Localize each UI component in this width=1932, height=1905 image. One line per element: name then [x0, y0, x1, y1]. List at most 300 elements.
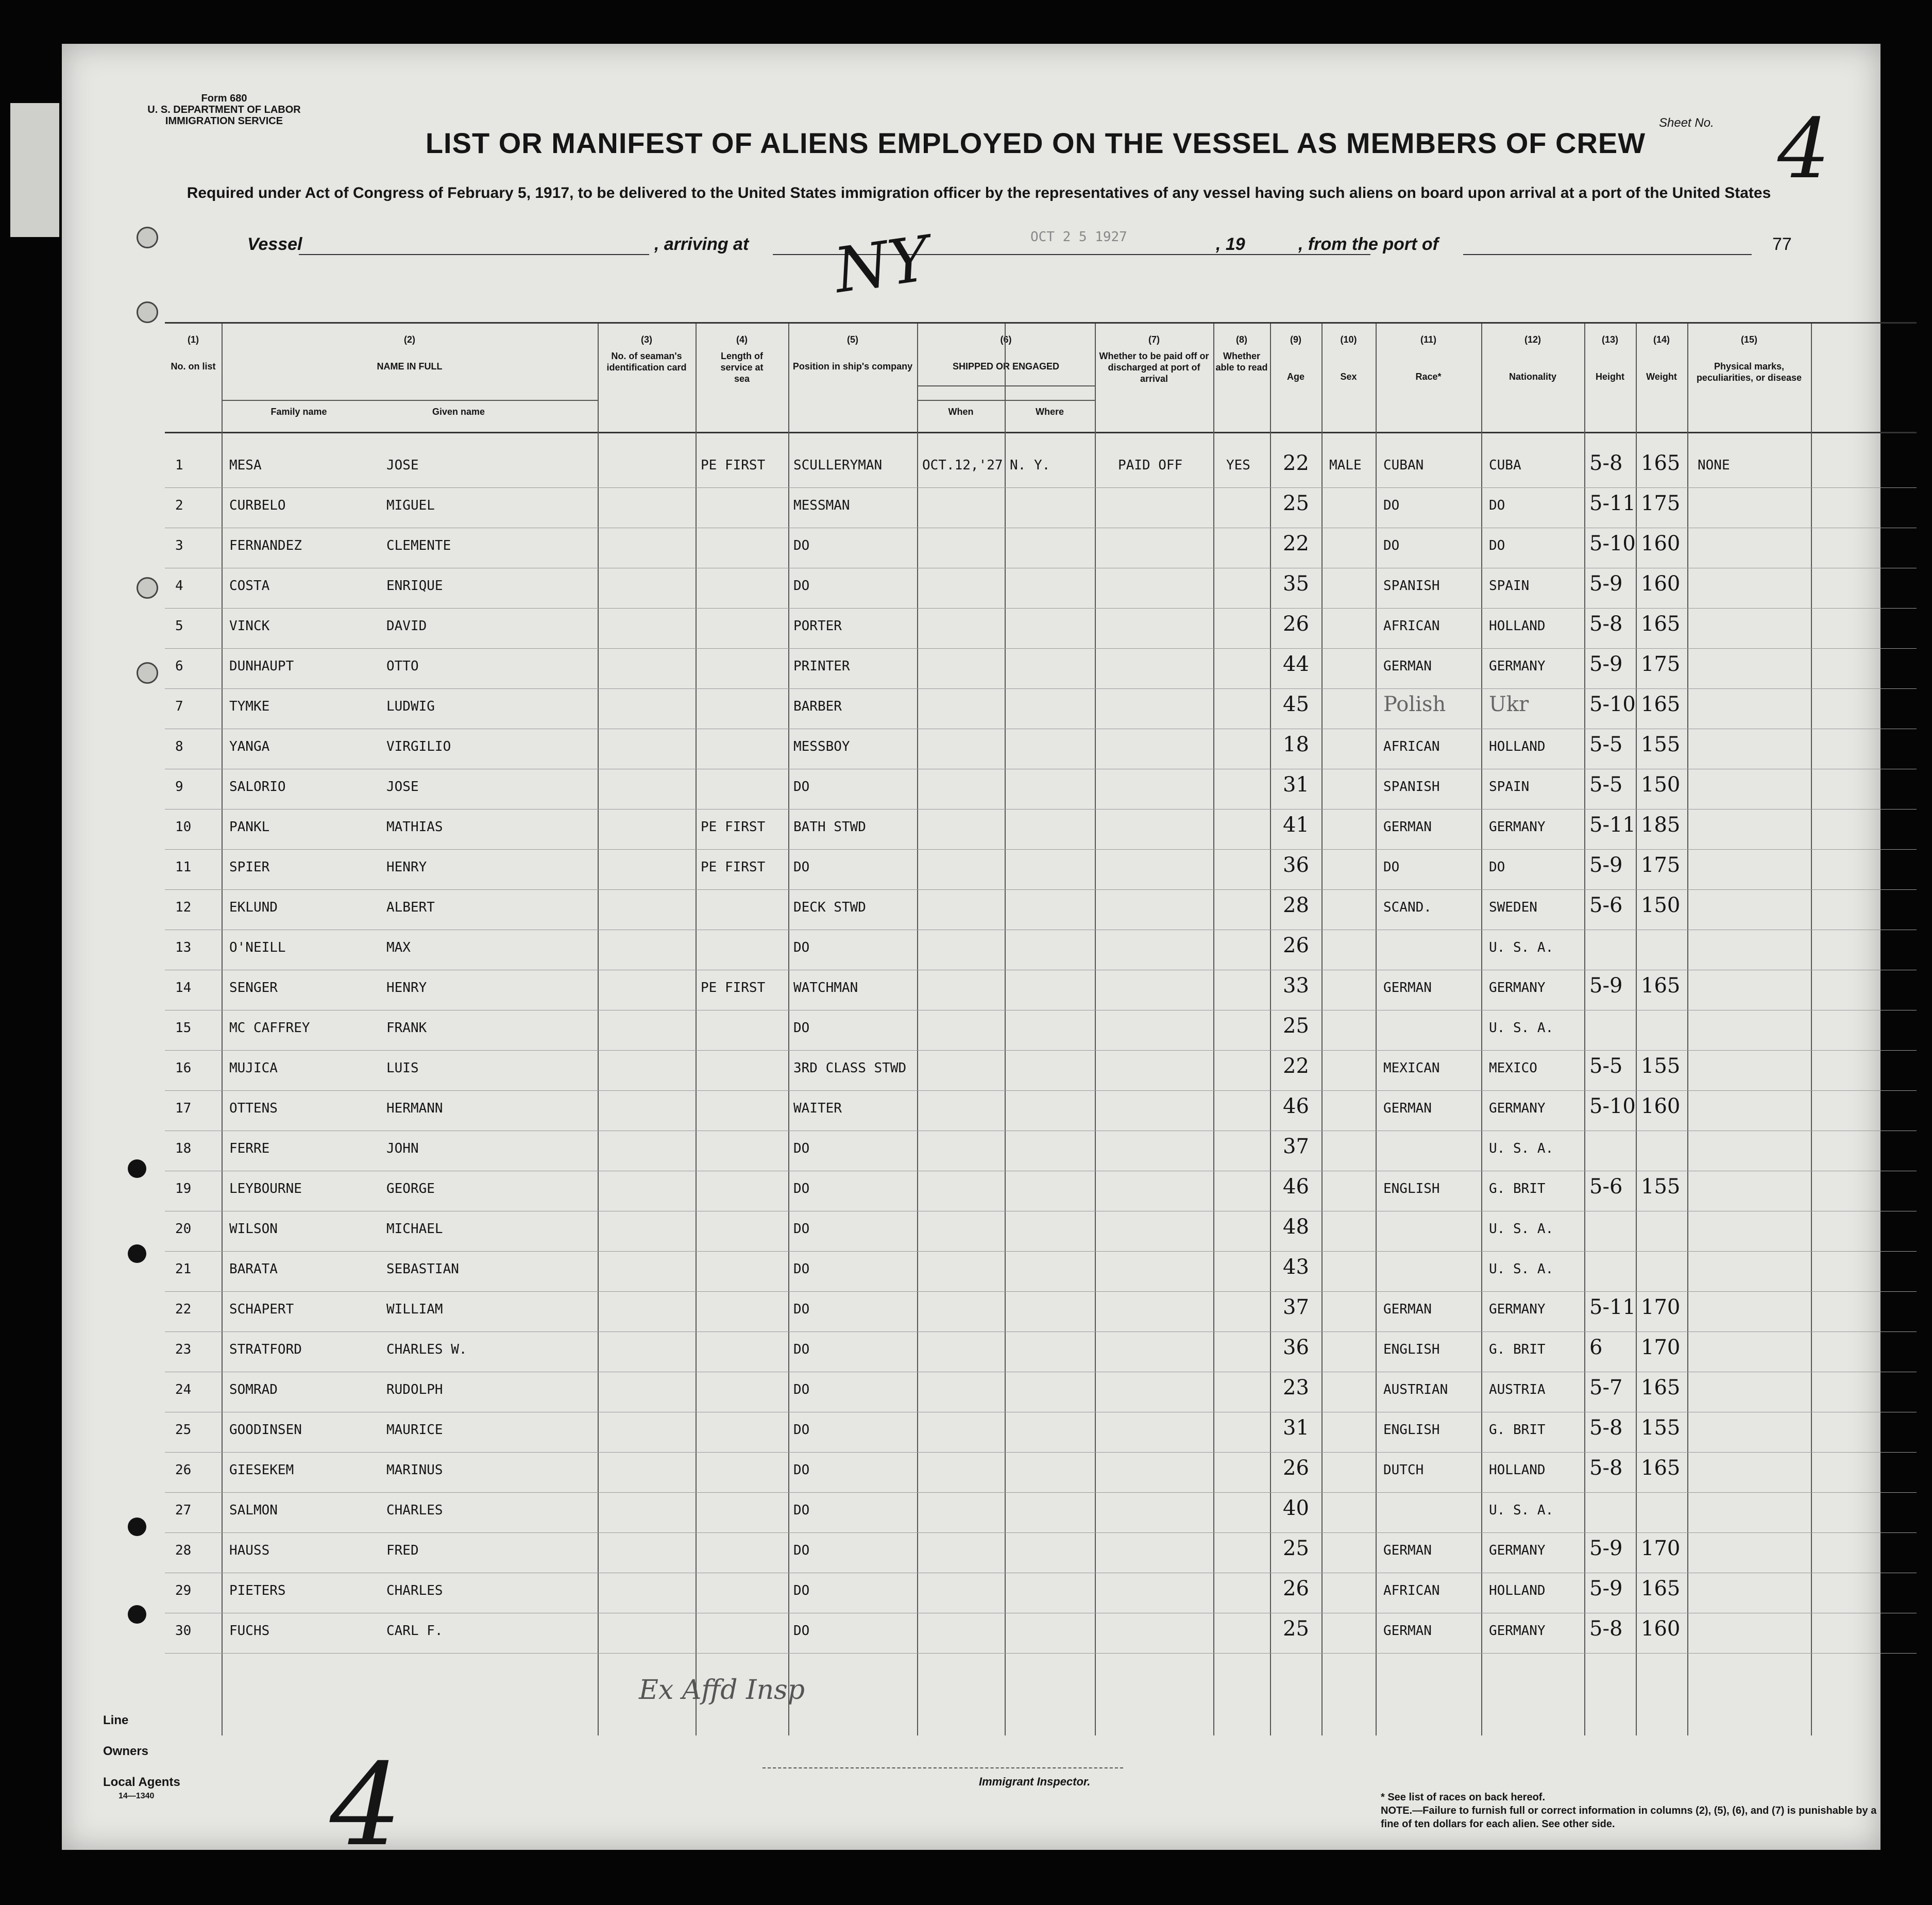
cell-weight: 165 [1641, 612, 1681, 636]
department: U. S. DEPARTMENT OF LABOR [147, 104, 301, 115]
cell-family: SPIER [229, 859, 270, 875]
cell-nationality: GERMANY [1489, 819, 1546, 835]
cell-family: PANKL [229, 819, 270, 835]
table-row [165, 1412, 1917, 1453]
cell-given: FRED [386, 1543, 419, 1558]
cell-weight: 150 [1641, 894, 1681, 917]
cell-no: 25 [175, 1422, 192, 1438]
cell-given: HENRY [386, 859, 427, 875]
cell-position: SCULLERYMAN [793, 458, 883, 473]
cell-nationality: G. BRIT [1489, 1422, 1546, 1438]
table-row [165, 889, 1917, 930]
cell-no: 19 [175, 1181, 192, 1196]
cell-no: 18 [175, 1141, 192, 1156]
cell-position: DO [793, 1261, 810, 1277]
cell-service: PE FIRST [701, 859, 766, 875]
cell-age: 26 [1283, 1456, 1309, 1480]
cell-position: BARBER [793, 699, 842, 714]
header-c12: (12) Nationality [1509, 334, 1556, 382]
cell-nationality: HOLLAND [1489, 1583, 1546, 1598]
cell-no: 29 [175, 1583, 192, 1598]
cell-position: DO [793, 1181, 810, 1196]
cell-nationality: SPAIN [1489, 779, 1530, 795]
cell-given: HENRY [386, 980, 427, 996]
cell-given: MIGUEL [386, 498, 435, 513]
cell-race: GERMAN [1383, 1543, 1432, 1558]
handwritten-sheet-number: 4 [330, 1739, 402, 1871]
cell-position: DO [793, 1583, 810, 1598]
cell-height: 5-5 [1589, 733, 1623, 756]
service: IMMIGRATION SERVICE [165, 115, 283, 127]
cell-given: CHARLES [386, 1583, 443, 1598]
cell-age: 45 [1283, 693, 1309, 716]
cell-weight: 165 [1641, 1376, 1681, 1400]
cell-no: 3 [175, 538, 183, 553]
cell-family: MUJICA [229, 1060, 278, 1076]
year-field [1257, 234, 1288, 255]
punch-hole [128, 1159, 146, 1178]
cell-nationality: U. S. A. [1489, 1141, 1554, 1156]
cell-age: 43 [1283, 1255, 1309, 1279]
cell-race: ENGLISH [1383, 1181, 1440, 1196]
cell-family: MC CAFFREY [229, 1020, 310, 1036]
cell-no: 21 [175, 1261, 192, 1277]
pencil-note: Ex Affd Insp [639, 1675, 805, 1706]
cell-nationality: G. BRIT [1489, 1181, 1546, 1196]
cell-position: DO [793, 1302, 810, 1317]
cell-given: SEBASTIAN [386, 1261, 459, 1277]
footer-owners-label: Owners [103, 1744, 149, 1758]
cell-weight: 150 [1641, 773, 1681, 797]
header-c3: (3) No. of seaman's identification card [606, 334, 687, 373]
cell-weight: 175 [1641, 853, 1681, 877]
punch-hole [137, 662, 158, 684]
cell-position: DO [793, 1503, 810, 1518]
cell-race: GERMAN [1383, 1302, 1432, 1317]
cell-weight: 175 [1641, 652, 1681, 676]
cell-weight: 170 [1641, 1537, 1681, 1560]
cell-paid: PAID OFF [1118, 458, 1183, 473]
cell-race: DO [1383, 538, 1400, 553]
cell-marks: NONE [1698, 458, 1730, 473]
table-row [165, 1050, 1917, 1091]
cell-no: 2 [175, 498, 183, 513]
table-row [165, 1331, 1917, 1372]
cell-age: 25 [1283, 492, 1309, 515]
cell-age: 25 [1283, 1014, 1309, 1038]
year-label: , 19 [1216, 234, 1245, 254]
cell-family: SALMON [229, 1503, 278, 1518]
cell-height: 5-10 [1589, 532, 1636, 555]
vessel-field [299, 234, 649, 255]
cell-no: 11 [175, 859, 192, 875]
cell-family: EKLUND [229, 900, 278, 915]
cell-family: CURBELO [229, 498, 286, 513]
cell-nationality: U. S. A. [1489, 1503, 1554, 1518]
cell-height: 5-8 [1589, 1416, 1623, 1440]
cell-age: 25 [1283, 1537, 1309, 1560]
table-row [165, 970, 1917, 1010]
underlying-page-edge [10, 103, 59, 237]
table-row [165, 648, 1917, 689]
cell-race: GERMAN [1383, 1101, 1432, 1116]
arriving-port-handwritten: NY [830, 223, 934, 308]
table-row [165, 1573, 1917, 1613]
cell-age: 22 [1283, 532, 1309, 555]
cell-race: CUBAN [1383, 458, 1424, 473]
cell-race: AFRICAN [1383, 739, 1440, 754]
cell-race: AFRICAN [1383, 1583, 1440, 1598]
cell-given: MATHIAS [386, 819, 443, 835]
cell-no: 9 [175, 779, 183, 795]
cell-nationality: DO [1489, 498, 1505, 513]
cell-height: 5-8 [1589, 1617, 1623, 1641]
cell-family: PIETERS [229, 1583, 286, 1598]
table-row [165, 1251, 1917, 1292]
cell-position: DO [793, 1141, 810, 1156]
cell-weight: 170 [1641, 1295, 1681, 1319]
cell-family: LEYBOURNE [229, 1181, 302, 1196]
cell-height: 5-8 [1589, 612, 1623, 636]
footnotes [1381, 1791, 1896, 1831]
cell-nationality: HOLLAND [1489, 618, 1546, 634]
cell-position: DO [793, 1020, 810, 1036]
cell-family: VINCK [229, 618, 270, 634]
table-row [165, 568, 1917, 609]
footer-agents-label: Local Agents [103, 1775, 180, 1789]
cell-nationality: DO [1489, 538, 1505, 553]
punch-hole [128, 1244, 146, 1263]
cell-given: WILLIAM [386, 1302, 443, 1317]
cell-height: 5-10 [1589, 693, 1636, 716]
table-row [165, 1492, 1917, 1533]
cell-service: PE FIRST [701, 980, 766, 996]
cell-position: DO [793, 1422, 810, 1438]
cell-position: DO [793, 1342, 810, 1357]
cell-no: 22 [175, 1302, 192, 1317]
cell-position: MESSMAN [793, 498, 850, 513]
cell-weight: 155 [1641, 1054, 1681, 1078]
cell-family: MESA [229, 458, 262, 473]
cell-race: GERMAN [1383, 980, 1432, 996]
cell-given: MICHAEL [386, 1221, 443, 1237]
header-c6: (6) SHIPPED OR ENGAGED [952, 334, 1060, 372]
cell-age: 26 [1283, 612, 1309, 636]
cell-nationality: GERMANY [1489, 1543, 1546, 1558]
header-c9: (9) Age [1286, 334, 1304, 382]
cell-position: 3RD CLASS STWD [793, 1060, 907, 1076]
cell-nationality: HOLLAND [1489, 739, 1546, 754]
sheet-label: Sheet No. [1659, 116, 1714, 130]
cell-service: PE FIRST [701, 458, 766, 473]
cell-family: HAUSS [229, 1543, 270, 1558]
header-c5: (5) Position in ship's company [792, 334, 913, 372]
cell-family: SCHAPERT [229, 1302, 294, 1317]
cell-no: 14 [175, 980, 192, 996]
cell-weight: 160 [1641, 1094, 1681, 1118]
cell-nationality: GERMANY [1489, 1101, 1546, 1116]
header-c2: (2) NAME IN FULL [377, 334, 443, 372]
cell-position: DO [793, 538, 810, 553]
cell-family: YANGA [229, 739, 270, 754]
cell-no: 28 [175, 1543, 192, 1558]
cell-when: OCT.12,'27 [922, 458, 1003, 473]
punch-hole [128, 1518, 146, 1536]
page-ref: 77 [1772, 234, 1792, 254]
cell-age: 40 [1283, 1496, 1309, 1520]
sheet-number: 4 [1777, 100, 1830, 197]
cell-height: 5-9 [1589, 1537, 1623, 1560]
table-row [165, 1452, 1917, 1493]
cell-nationality: MEXICO [1489, 1060, 1537, 1076]
header-c7: (7) Whether to be paid off or discharged at port of arrival [1099, 334, 1209, 384]
cell-family: O'NEILL [229, 940, 286, 955]
header-given: Given name [432, 407, 485, 417]
subtitle: Required under Act of Congress of February 5, 1917, to be delivered to the United States immigration officer by the representatives of any vessel having such aliens on board upon arrival at a port of the United States [187, 184, 1771, 201]
cell-height: 5-6 [1589, 894, 1623, 917]
table-row [165, 1372, 1917, 1412]
cell-height: 5-9 [1589, 853, 1623, 877]
header-when: When [948, 407, 974, 417]
cell-age: 44 [1283, 652, 1309, 676]
cell-no: 7 [175, 699, 183, 714]
table-row [165, 608, 1917, 649]
table-row [165, 1090, 1917, 1131]
from-label: , from the port of [1298, 234, 1438, 254]
table-row [165, 729, 1917, 769]
table-row [165, 1291, 1917, 1332]
cell-no: 15 [175, 1020, 192, 1036]
cell-age: 48 [1283, 1215, 1309, 1239]
arriving-label: , arriving at [654, 234, 749, 254]
cell-given: CHARLES [386, 1503, 443, 1518]
cell-position: MESSBOY [793, 739, 850, 754]
cell-nationality: G. BRIT [1489, 1342, 1546, 1357]
header-c13: (13) Height [1596, 334, 1624, 382]
cell-nationality: U. S. A. [1489, 940, 1554, 955]
cell-nationality: Ukr [1489, 693, 1529, 716]
cell-age: 28 [1283, 894, 1309, 917]
cell-family: FERNANDEZ [229, 538, 302, 553]
cell-nationality: GERMANY [1489, 659, 1546, 674]
cell-position: DO [793, 578, 810, 594]
cell-nationality: AUSTRIA [1489, 1382, 1546, 1397]
table-row [165, 849, 1917, 890]
cell-position: PORTER [793, 618, 842, 634]
header-c1: (1) No. on list [171, 334, 216, 372]
cell-given: ENRIQUE [386, 578, 443, 594]
table-row [165, 809, 1917, 850]
cell-nationality: GERMANY [1489, 1623, 1546, 1639]
cell-no: 16 [175, 1060, 192, 1076]
cell-height: 5-9 [1589, 1577, 1623, 1600]
cell-no: 24 [175, 1382, 192, 1397]
cell-no: 23 [175, 1342, 192, 1357]
cell-given: JOSE [386, 458, 419, 473]
cell-given: MAX [386, 940, 411, 955]
cell-race: MEXICAN [1383, 1060, 1440, 1076]
table-row [165, 1010, 1917, 1051]
header-c10: (10) Sex [1340, 334, 1357, 382]
cell-no: 17 [175, 1101, 192, 1116]
cell-age: 36 [1283, 853, 1309, 877]
cell-no: 10 [175, 819, 192, 835]
cell-position: DO [793, 859, 810, 875]
cell-no: 27 [175, 1503, 192, 1518]
cell-nationality: CUBA [1489, 458, 1521, 473]
cell-nationality: U. S. A. [1489, 1020, 1554, 1036]
cell-position: DO [793, 1382, 810, 1397]
cell-weight: 155 [1641, 1175, 1681, 1199]
cell-nationality: U. S. A. [1489, 1261, 1554, 1277]
cell-age: 25 [1283, 1617, 1309, 1641]
crew-table [165, 322, 1917, 1641]
cell-age: 22 [1283, 451, 1309, 475]
cell-where: N. Y. [1010, 458, 1050, 473]
cell-height: 5-5 [1589, 1054, 1623, 1078]
cell-position: DECK STWD [793, 900, 866, 915]
header-c4: (4) Length of service at sea [720, 334, 764, 384]
cell-position: BATH STWD [793, 819, 866, 835]
cell-nationality: U. S. A. [1489, 1221, 1554, 1237]
table-row [165, 688, 1917, 729]
table-row [165, 769, 1917, 810]
header-family: Family name [270, 407, 327, 417]
cell-height: 5-7 [1589, 1376, 1623, 1400]
cell-age: 36 [1283, 1336, 1309, 1359]
cell-age: 26 [1283, 934, 1309, 957]
cell-family: FERRE [229, 1141, 270, 1156]
footnote-penalty: NOTE.—Failure to furnish full or correct information in columns (2), (5), (6), and (7) is punishable by a fine of ten dollars for each alien. See other side. [1381, 1805, 1877, 1830]
cell-height: 5-10 [1589, 1094, 1636, 1118]
cell-age: 33 [1283, 974, 1309, 998]
table-row [165, 930, 1917, 970]
cell-weight: 155 [1641, 1416, 1681, 1440]
cell-age: 23 [1283, 1376, 1309, 1400]
cell-given: ALBERT [386, 900, 435, 915]
cell-nationality: GERMANY [1489, 980, 1546, 996]
cell-height: 5-8 [1589, 1456, 1623, 1480]
cell-race: SPANISH [1383, 779, 1440, 795]
cell-position: DO [793, 1543, 810, 1558]
table-row [165, 1613, 1917, 1654]
cell-position: PRINTER [793, 659, 850, 674]
cell-family: DUNHAUPT [229, 659, 294, 674]
footer-line-label: Line [103, 1713, 129, 1727]
cell-race: Polish [1383, 693, 1446, 716]
cell-nationality: SPAIN [1489, 578, 1530, 594]
cell-age: 37 [1283, 1135, 1309, 1158]
cell-given: VIRGILIO [386, 739, 451, 754]
cell-height: 5-9 [1589, 974, 1623, 998]
cell-age: 26 [1283, 1577, 1309, 1600]
cell-no: 6 [175, 659, 183, 674]
cell-age: 18 [1283, 733, 1309, 756]
cell-no: 4 [175, 578, 183, 594]
cell-position: DO [793, 1221, 810, 1237]
cell-weight: 155 [1641, 733, 1681, 756]
date-stamp: OCT 2 5 1927 [1030, 229, 1127, 245]
cell-given: LUIS [386, 1060, 419, 1076]
table-row [165, 487, 1917, 528]
cell-nationality: SWEDEN [1489, 900, 1537, 915]
cell-nationality: DO [1489, 859, 1505, 875]
cell-given: RUDOLPH [386, 1382, 443, 1397]
cell-no: 12 [175, 900, 192, 915]
inspector-signature-line [762, 1767, 1123, 1768]
page-title: LIST OR MANIFEST OF ALIENS EMPLOYED ON THE VESSEL AS MEMBERS OF CREW [425, 127, 1646, 159]
cell-family: BARATA [229, 1261, 278, 1277]
cell-nationality: GERMANY [1489, 1302, 1546, 1317]
cell-family: GIESEKEM [229, 1462, 294, 1478]
cell-given: DAVID [386, 618, 427, 634]
cell-age: 46 [1283, 1094, 1309, 1118]
cell-position: DO [793, 940, 810, 955]
cell-given: HERMANN [386, 1101, 443, 1116]
cell-given: FRANK [386, 1020, 427, 1036]
cell-weight: 160 [1641, 532, 1681, 555]
cell-weight: 165 [1641, 1577, 1681, 1600]
header-where: Where [1035, 407, 1064, 417]
cell-race: AUSTRIAN [1383, 1382, 1448, 1397]
footnote-races: * See list of races on back hereof. [1381, 1792, 1546, 1803]
cell-weight: 160 [1641, 572, 1681, 596]
cell-race: SPANISH [1383, 578, 1440, 594]
cell-age: 41 [1283, 813, 1309, 837]
cell-family: COSTA [229, 578, 270, 594]
cell-no: 30 [175, 1623, 192, 1639]
cell-race: ENGLISH [1383, 1422, 1440, 1438]
cell-family: SENGER [229, 980, 278, 996]
cell-no: 20 [175, 1221, 192, 1237]
cell-given: MAURICE [386, 1422, 443, 1438]
cell-position: WATCHMAN [793, 980, 858, 996]
vessel-label: Vessel [247, 234, 302, 254]
cell-age: 22 [1283, 1054, 1309, 1078]
cell-height: 5-11 [1589, 813, 1636, 837]
punch-hole [128, 1605, 146, 1624]
footer-agents-code: 14—1340 [118, 1792, 155, 1800]
header-c8: (8) Whether able to read [1215, 334, 1268, 373]
cell-position: WAITER [793, 1101, 842, 1116]
cell-height: 5-8 [1589, 451, 1623, 475]
cell-weight: 170 [1641, 1336, 1681, 1359]
form-number: Form 680 [201, 93, 247, 104]
cell-height: 5-11 [1589, 1295, 1636, 1319]
table-row [165, 1171, 1917, 1211]
table-row [165, 447, 1917, 488]
cell-given: CLEMENTE [386, 538, 451, 553]
cell-age: 31 [1283, 773, 1309, 797]
cell-no: 8 [175, 739, 183, 754]
cell-weight: 175 [1641, 492, 1681, 515]
header-c14: (14) Weight [1646, 334, 1677, 382]
cell-read: YES [1226, 458, 1250, 473]
cell-position: DO [793, 1623, 810, 1639]
cell-given: CHARLES W. [386, 1342, 467, 1357]
punch-hole [137, 301, 158, 323]
cell-given: GEORGE [386, 1181, 435, 1196]
inspector-label: Immigrant Inspector. [979, 1775, 1091, 1788]
punch-hole [137, 577, 158, 599]
cell-age: 35 [1283, 572, 1309, 596]
cell-weight: 165 [1641, 693, 1681, 716]
cell-weight: 165 [1641, 1456, 1681, 1480]
cell-given: JOSE [386, 779, 419, 795]
cell-given: LUDWIG [386, 699, 435, 714]
cell-family: OTTENS [229, 1101, 278, 1116]
cell-race: ENGLISH [1383, 1342, 1440, 1357]
